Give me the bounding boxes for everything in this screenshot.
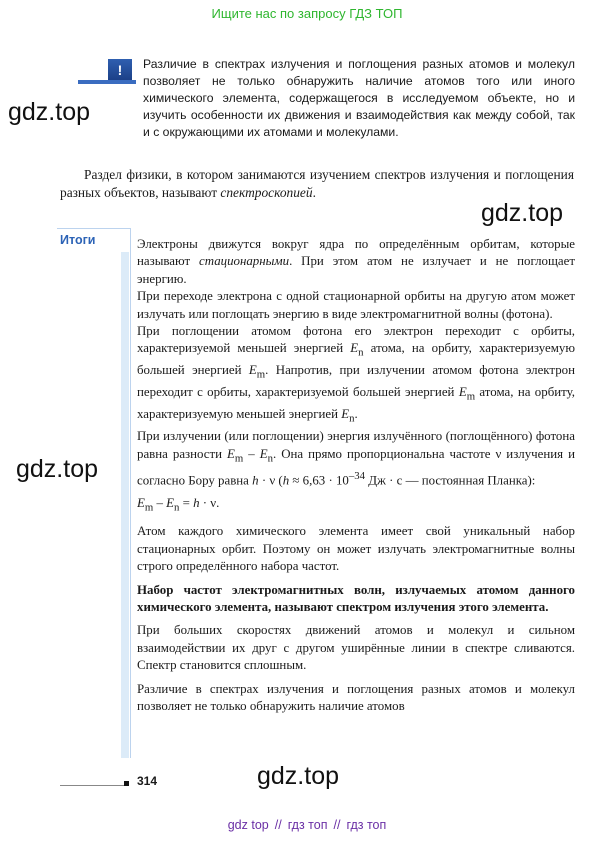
watermark: gdz.top	[257, 762, 340, 790]
footer-separator: //	[274, 818, 282, 832]
search-hint-link[interactable]: Ищите нас по запросу ГДЗ ТОП	[211, 6, 403, 21]
summary-paragraph: Атом каждого химического элемента имеет свой уникальный набор стационарных орбит. Поэтому он может излучать электромагнитные волны строго определённого набора частот.	[137, 524, 575, 574]
summary-paragraph: При поглощении атомом фотона его электрон переходит с орбиты, характеризуемой меньшей энергией $E_n$ атома, на орбиту, характеризуемую большей энергией $E_m$. Напротив, при излучении атомом фотона электрон переходит с орбиты, характеризуемой большей энергией $E_m$ атома, на орбиту, характеризуемую меньшей энергией $E_n$.	[137, 324, 575, 425]
watermark: gdz.top	[16, 455, 99, 483]
page-number-marker	[124, 781, 129, 786]
formula: $E_m - E_n = h \cdot \nu$.	[137, 496, 220, 515]
summary-top-border	[57, 228, 131, 229]
footer-link[interactable]: гдз топ	[287, 818, 328, 832]
summary-divider	[130, 228, 131, 758]
footer-link[interactable]: gdz top	[227, 818, 269, 832]
summary-paragraph: При больших скоростях движений атомов и молекул и сильном взаимодействии их друг с другом уширённые линии в спектре сливаются. Спектр становится сплошным.	[137, 623, 575, 673]
footer-separator: //	[333, 818, 341, 832]
note-marker-bar	[78, 80, 136, 84]
summary-label: Итоги	[60, 233, 96, 247]
definition-paragraph: Набор частот электромагнитных волн, излучаемых атомом данного химического элемента, называют спектром излучения этого элемента.	[137, 582, 575, 615]
intro-paragraph: Раздел физики, в котором занимаются изучением спектров излучения и поглощения разных объектов, называют спектроскопией.	[60, 167, 574, 200]
exclamation-icon: !	[108, 59, 132, 81]
page-number-rule	[60, 785, 124, 786]
watermark: gdz.top	[8, 98, 91, 126]
note-text: Различие в спектрах излучения и поглощения разных атомов и молекул позволяет не только обнаружить наличие атомов того или иного химического элемента, содержащегося в исследуемом объекте, но и изучить особенности их движения и взаимодействия как между собой, так и с окружающими их атомами и молекулами.	[143, 57, 575, 140]
summary-stripe	[121, 252, 129, 758]
summary-body	[137, 236, 575, 758]
footer-links	[0, 818, 614, 832]
watermark: gdz.top	[481, 199, 564, 227]
summary-paragraph: При переходе электрона с одной стационарной орбиты на другую атом может излучать или поглощать энергию в виде электромагнитной волны (фотона).	[137, 289, 575, 321]
term-spectroscopy: спектроскопией	[220, 185, 313, 200]
page-number: 314	[137, 774, 158, 788]
summary-paragraph: При излучении (или поглощении) энергия излучённого (поглощённого) фотона равна разности $E_m - E_n$. Она прямо пропорциональна частоте ν излучения и согласно Бору равна h · ν ($h \approx 6,63 \cdot 10^{-34}$ Дж · с — постоянная Планка):	[137, 429, 575, 488]
footer-link[interactable]: гдз топ	[346, 818, 387, 832]
summary-paragraph: Электроны движутся вокруг ядра по определённым орбитам, которые называют стационарными. При этом атом не излучает и не поглощает энергию.	[137, 237, 575, 286]
term-stationary: стационарными	[199, 254, 290, 269]
summary-paragraph: Различие в спектрах излучения и поглощения разных атомов и молекул позволяет не только обнаружить наличие атомов	[137, 681, 575, 714]
